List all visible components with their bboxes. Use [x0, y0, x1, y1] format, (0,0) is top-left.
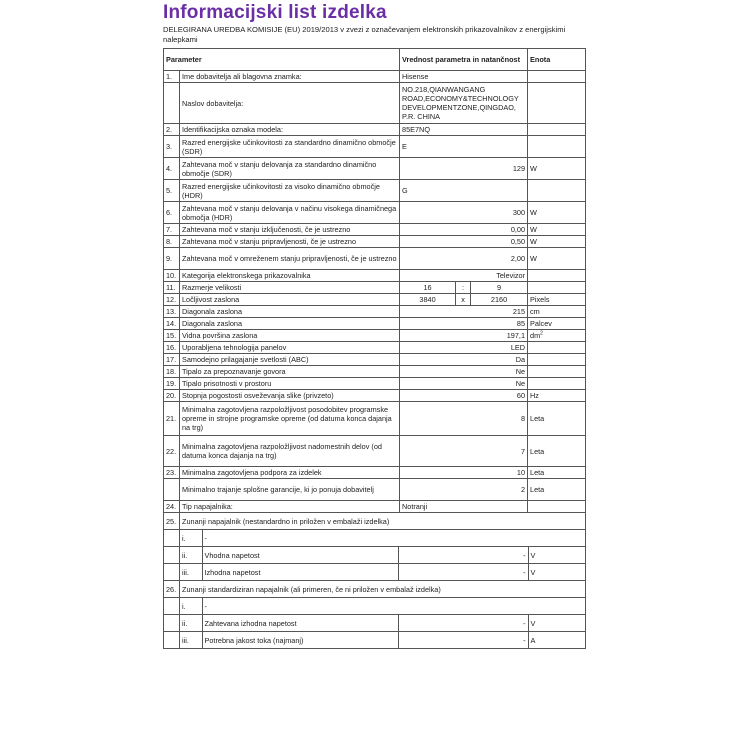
table-row [164, 306, 586, 318]
sub-label: Potrebna jakost toka (najmanj) [202, 632, 398, 648]
row-unit: Leta [528, 436, 586, 467]
header-parameter: Parameter [164, 49, 400, 71]
row-unit: Pixels [528, 294, 586, 306]
regulation-subtitle: DELEGIRANA UREDBA KOMISIJE (EU) 2019/2013 v zvezi z označevanjem elektronskih prikazovalnikov z energijskimi nalepkami [163, 25, 566, 44]
row-number [164, 547, 180, 564]
row-value: 0,00 [400, 224, 528, 236]
row-number: 21. [164, 402, 180, 436]
row-unit [528, 136, 586, 158]
row-number: 11. [164, 282, 180, 294]
sub-table [180, 547, 585, 563]
row-value: Ne [400, 378, 528, 390]
table-row [164, 390, 586, 402]
row-value: 2 [400, 479, 528, 501]
table-row [164, 342, 586, 354]
row-value: G [400, 180, 528, 202]
row-unit [528, 270, 586, 282]
table-header-row [164, 49, 586, 71]
table-row [164, 71, 586, 83]
row-label: Zahtevana moč v stanju delovanja za standardno dinamično območje (SDR) [180, 158, 400, 180]
row-number: 7. [164, 224, 180, 236]
sub-value: - [398, 547, 528, 563]
row-label: Zahtevana moč v stanju pripravljenosti, če je ustrezno [180, 236, 400, 248]
header-value: Vrednost parametra in natančnost [400, 49, 528, 71]
table-row [164, 547, 586, 564]
table-row [164, 158, 586, 180]
table-row [164, 501, 586, 513]
row-label: Identifikacijska oznaka modela: [180, 124, 400, 136]
row-unit [528, 83, 586, 124]
row-value: Hisense [400, 71, 528, 83]
row-label: Uporabljena tehnologija panelov [180, 342, 400, 354]
row-label: Ločljivost zaslona [180, 294, 400, 306]
resolution-height: 2160 [471, 294, 528, 306]
table-row [164, 124, 586, 136]
sub-row [180, 632, 586, 649]
row-unit [528, 366, 586, 378]
sub-index: i. [180, 530, 202, 546]
sub-label: Vhodna napetost [202, 547, 398, 563]
unit-exponent: 2 [540, 330, 543, 337]
row-number [164, 598, 180, 615]
table-row [164, 136, 586, 158]
row-unit [528, 342, 586, 354]
sub-index: iii. [180, 564, 202, 580]
row-unit: cm [528, 306, 586, 318]
row-number [164, 530, 180, 547]
sub-value: - [398, 564, 528, 580]
table-row [164, 180, 586, 202]
row-unit [528, 354, 586, 366]
row-label: Zahtevana moč v omreženem stanju pripravljenosti, če je ustrezno [180, 248, 400, 270]
table-row [164, 248, 586, 270]
row-number: 10. [164, 270, 180, 282]
row-number: 4. [164, 158, 180, 180]
table-row [164, 530, 586, 547]
row-number: 14. [164, 318, 180, 330]
section-label: Zunanji napajalnik (nestandardno in priložen v embalaži izdelka) [180, 513, 586, 530]
section-label: Zunanji standardiziran napajalnik (ali primeren, če ni priložen v embalaž izdelka) [180, 581, 586, 598]
sub-table [180, 598, 585, 614]
parameter-table [163, 48, 586, 649]
row-value: 0,50 [400, 236, 528, 248]
row-unit: W [528, 158, 586, 180]
resolution-separator: x [456, 294, 471, 306]
unit-base: dm [530, 331, 541, 340]
sub-label: - [204, 533, 207, 543]
aspect-width: 16 [400, 282, 456, 294]
table-row [164, 564, 586, 581]
row-value: 85E7NQ [400, 124, 528, 136]
row-label: Samodejno prilagajanje svetlosti (ABC) [180, 354, 400, 366]
sub-row [180, 564, 586, 581]
row-label: Kategorija elektronskega prikazovalnika [180, 270, 400, 282]
row-label: Vidna površina zaslona [180, 330, 400, 342]
sub-table [180, 632, 585, 648]
sub-unit: V [530, 618, 536, 628]
sub-index: iii. [180, 632, 202, 648]
row-number [164, 615, 180, 632]
row-value: NO.218,QIANWANGANG ROAD,ECONOMY&TECHNOLOGY DEVELOPMENTZONE,QINGDAO, P.R. CHINA [400, 83, 528, 124]
table-row [164, 354, 586, 366]
row-unit: Leta [528, 467, 586, 479]
row-label: Razmerje velikosti [180, 282, 400, 294]
row-number: 5. [164, 180, 180, 202]
row-label: Minimalna zagotovljena podpora za izdelek [180, 467, 400, 479]
table-row [164, 282, 586, 294]
table-row [164, 581, 586, 598]
row-unit: Palcev [528, 318, 586, 330]
row-unit [528, 282, 586, 294]
row-label: Diagonala zaslona [180, 306, 400, 318]
row-number: 22. [164, 436, 180, 467]
row-number: 8. [164, 236, 180, 248]
table-row [164, 318, 586, 330]
row-unit [528, 180, 586, 202]
page-title: Informacijski list izdelka [163, 2, 387, 23]
row-number: 1. [164, 71, 180, 83]
row-number: 23. [164, 467, 180, 479]
row-number [164, 564, 180, 581]
row-label: Tipalo prisotnosti v prostoru [180, 378, 400, 390]
row-value: Da [400, 354, 528, 366]
aspect-height: 9 [471, 282, 528, 294]
row-label: Minimalna zagotovljena razpoložljivost nadomestnih delov (od datuma konca dajanja na trg) [180, 436, 400, 467]
row-value: 129 [400, 158, 528, 180]
sub-row [180, 598, 586, 615]
table-row [164, 598, 586, 615]
table-row [164, 270, 586, 282]
row-label: Zahtevana moč v stanju delovanja v načinu visokega dinamičnega območja (HDR) [180, 202, 400, 224]
sub-row [180, 530, 586, 547]
row-unit: W [528, 248, 586, 270]
sub-index: i. [180, 598, 202, 614]
aspect-separator: : [456, 282, 471, 294]
sub-row [180, 547, 586, 564]
row-unit [528, 71, 586, 83]
row-label: Tip napajalnika: [180, 501, 400, 513]
sub-index: ii. [180, 615, 202, 631]
sub-row [180, 615, 586, 632]
sub-index: ii. [180, 547, 202, 563]
table-row [164, 83, 586, 124]
row-label: Razred energijske učinkovitosti za standardno dinamično območje (SDR) [180, 136, 400, 158]
table-row [164, 513, 586, 530]
row-number: 19. [164, 378, 180, 390]
row-unit: Hz [528, 390, 586, 402]
row-value: 300 [400, 202, 528, 224]
row-number [164, 83, 180, 124]
row-label: Naslov dobavitelja: [180, 83, 400, 124]
row-number: 9. [164, 248, 180, 270]
table-row [164, 330, 586, 342]
row-label: Minimalna zagotovljena razpoložljivost posodobitev programske opreme in strojne programske opreme (od datuma konca dajanja na trg) [180, 402, 400, 436]
table-row [164, 236, 586, 248]
row-label: Stopnja pogostosti osveževanja slike (privzeto) [180, 390, 400, 402]
row-number: 6. [164, 202, 180, 224]
row-number: 26. [164, 581, 180, 598]
row-label: Zahtevana moč v stanju izključenosti, če je ustrezno [180, 224, 400, 236]
row-label: Diagonala zaslona [180, 318, 400, 330]
table-row [164, 202, 586, 224]
table-row [164, 294, 586, 306]
row-label: Razred energijske učinkovitosti za visoko dinamično območje (HDR) [180, 180, 400, 202]
row-value: LED [400, 342, 528, 354]
row-number: 16. [164, 342, 180, 354]
row-number: 20. [164, 390, 180, 402]
row-value: E [400, 136, 528, 158]
row-value: Televizor [400, 270, 528, 282]
row-number: 25. [164, 513, 180, 530]
table-row [164, 615, 586, 632]
row-value: 10 [400, 467, 528, 479]
row-unit: W [528, 224, 586, 236]
row-number: 18. [164, 366, 180, 378]
row-number [164, 479, 180, 501]
row-unit [528, 378, 586, 390]
row-value: 7 [400, 436, 528, 467]
row-number: 3. [164, 136, 180, 158]
sub-label: Zahtevana izhodna napetost [202, 615, 398, 631]
row-unit: Leta [528, 479, 586, 501]
row-value: 8 [400, 402, 528, 436]
sub-unit: V [530, 567, 536, 577]
table-row [164, 402, 586, 436]
table-row [164, 378, 586, 390]
row-label: Minimalno trajanje splošne garancije, ki jo ponuja dobavitelj [180, 479, 400, 501]
sub-unit: V [530, 550, 536, 560]
row-value: 85 [400, 318, 528, 330]
sub-label: - [204, 601, 207, 611]
sub-unit: A [530, 635, 536, 645]
row-label: Tipalo za prepoznavanje govora [180, 366, 400, 378]
row-number: 15. [164, 330, 180, 342]
row-number: 24. [164, 501, 180, 513]
row-number: 17. [164, 354, 180, 366]
row-unit: Leta [528, 402, 586, 436]
row-number: 2. [164, 124, 180, 136]
table-row [164, 366, 586, 378]
row-value: 2,00 [400, 248, 528, 270]
table-row [164, 632, 586, 649]
sub-table [180, 615, 585, 631]
row-value: 60 [400, 390, 528, 402]
header-unit: Enota [528, 49, 586, 71]
row-unit [528, 501, 586, 513]
row-value: Ne [400, 366, 528, 378]
row-number [164, 632, 180, 649]
sub-table [180, 530, 585, 546]
row-unit [528, 330, 586, 342]
table-row [164, 436, 586, 467]
row-unit: W [528, 202, 586, 224]
row-unit: W [528, 236, 586, 248]
sub-label: Izhodna napetost [202, 564, 398, 580]
row-label: Ime dobavitelja ali blagovna znamka: [180, 71, 400, 83]
row-unit [528, 124, 586, 136]
table-row [164, 224, 586, 236]
resolution-width: 3840 [400, 294, 456, 306]
table-row [164, 479, 586, 501]
row-number: 13. [164, 306, 180, 318]
sub-value: - [398, 615, 528, 631]
row-value: Notranji [400, 501, 528, 513]
table-row [164, 467, 586, 479]
sub-value: - [398, 632, 528, 648]
row-value: 215 [400, 306, 528, 318]
sub-table [180, 564, 585, 580]
row-value: 197,1 [400, 330, 528, 342]
row-number: 12. [164, 294, 180, 306]
